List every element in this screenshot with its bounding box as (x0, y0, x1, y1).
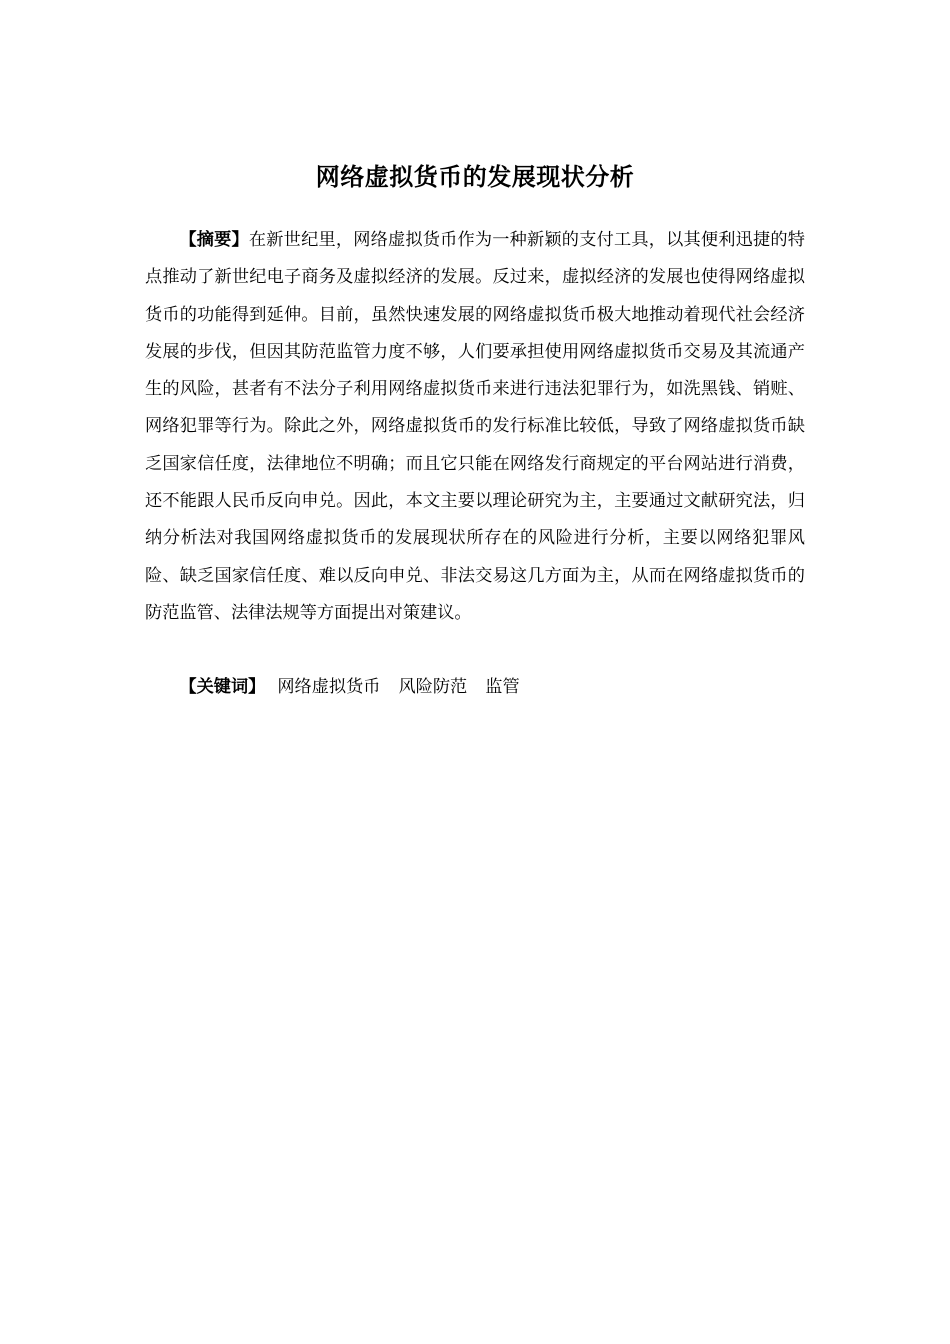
paper-title: 网络虚拟货币的发展现状分析 (315, 163, 635, 191)
keyword-item: 网络虚拟货币 (277, 677, 381, 697)
keywords-label: 【关键词】 (179, 677, 266, 697)
keyword-item: 风险防范 (398, 677, 468, 697)
abstract-label: 【摘要】 (179, 230, 249, 250)
keyword-item: 监管 (485, 677, 520, 697)
abstract-paragraph (145, 222, 805, 632)
keywords-line (145, 669, 805, 706)
abstract-text: 在新世纪里，网络虚拟货币作为一种新颖的支付工具，以其便利迅捷的特点推动了新世纪电子商务及虚拟经济的发展。反过来，虚拟经济的发展也使得网络虚拟货币的功能得到延伸。目前，虽然快速发展的网络虚拟货币极大地推动着现代社会经济发展的步伐，但因其防范监管力度不够，人们要承担使用网络虚拟货币交易及其流通产生的风险，甚者有不法分子利用网络虚拟货币来进行违法犯罪行为，如洗黑钱、销赃、网络犯罪等行为。除此之外，网络虚拟货币的发行标准比较低，导致了网络虚拟货币缺乏国家信任度，法律地位不明确；而且它只能在网络发行商规定的平台网站进行消费，还不能跟人民币反向申兑。因此，本文主要以理论研究为主，主要通过文献研究法，归纳分析法对我国网络虚拟货币的发展现状所存在的风险进行分析，主要以网络犯罪风险、缺乏国家信任度、难以反向申兑、非法交易这几方面为主，从而在网络虚拟货币的防范监管、法律法规等方面提出对策建议。 (145, 230, 805, 623)
